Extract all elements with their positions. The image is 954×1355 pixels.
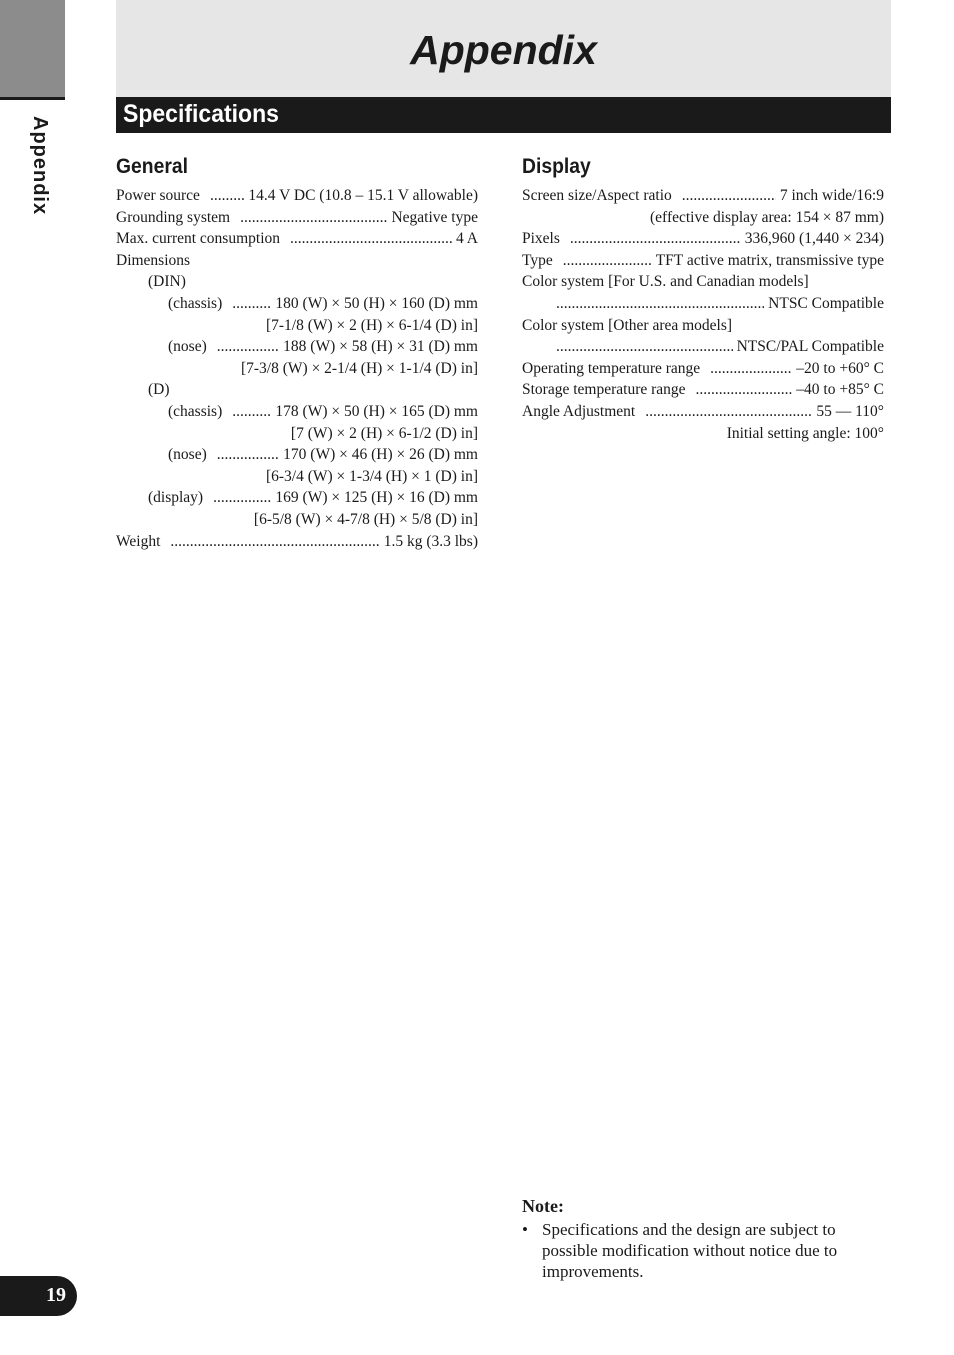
bullet-icon: • (522, 1220, 528, 1239)
spec-value: 336,960 (1,440 × 234) (744, 230, 884, 248)
spec-row-d-chassis (116, 401, 478, 423)
spec-label: Dimensions (116, 251, 191, 269)
spec-label: (chassis) (168, 294, 223, 312)
spec-label: Operating temperature range (522, 359, 701, 377)
spec-label: Angle Adjustment (522, 402, 636, 420)
spec-row-dimensions (116, 250, 478, 272)
leader-dots (217, 444, 279, 466)
spec-value: NTSC/PAL Compatible (736, 338, 884, 356)
note-block (522, 1196, 884, 1282)
spec-row-display (116, 487, 478, 509)
chapter-title: Appendix (410, 27, 597, 73)
spec-label: Grounding system (116, 208, 231, 226)
spec-row-current (116, 228, 478, 250)
spec-row-d (116, 379, 478, 401)
leader-dots (232, 401, 271, 423)
spec-sublabel: (D) (148, 381, 170, 399)
spec-row-display-in (116, 509, 478, 531)
spec-row-weight (116, 531, 478, 553)
leader-dots (563, 250, 652, 272)
spec-value-inches: [7 (W) × 2 (H) × 6-1/2 (D) in] (290, 424, 478, 442)
spec-note: Initial setting angle: 100° (726, 424, 884, 442)
spec-value: 169 (W) × 125 (H) × 16 (D) mm (275, 489, 478, 507)
note-title: Note: (522, 1196, 564, 1216)
spec-row-angle-note (522, 423, 884, 445)
spec-row-pixels (522, 228, 884, 250)
leader-dots (556, 293, 764, 315)
spec-value-inches: [7-1/8 (W) × 2 (H) × 6-1/4 (D) in] (265, 316, 478, 334)
spec-value: TFT active matrix, transmissive type (655, 251, 884, 269)
spec-value: 14.4 V DC (10.8 – 15.1 V allowable) (248, 187, 478, 204)
spec-row-op-temp (522, 358, 884, 380)
leader-dots (570, 228, 741, 250)
spec-note: (effective display area: 154 × 87 mm) (650, 208, 884, 226)
spec-row-din-chassis-in (116, 315, 478, 337)
general-heading: General (116, 155, 188, 178)
spec-value: –40 to +85° C (796, 381, 884, 399)
spec-row-power (116, 185, 478, 207)
spec-row-color-other (522, 315, 884, 337)
spec-row-angle (522, 401, 884, 423)
spec-label: Pixels (522, 230, 560, 248)
spec-row-type (522, 250, 884, 272)
spec-sublabel: (DIN) (148, 273, 186, 291)
general-specs-column (116, 155, 478, 552)
spec-label: Type (522, 251, 553, 269)
spec-label: Max. current consumption (116, 230, 281, 248)
chapter-banner (116, 0, 891, 97)
spec-value: NTSC Compatible (768, 294, 884, 312)
spec-row-din-nose (116, 336, 478, 358)
spec-row-din-chassis (116, 293, 478, 315)
spec-row-color-other-value (522, 336, 884, 358)
spec-label: Screen size/Aspect ratio (522, 187, 672, 204)
leader-dots (556, 336, 733, 358)
spec-row-grounding (116, 207, 478, 229)
spec-value: –20 to +60° C (796, 359, 884, 377)
note-text: Specifications and the design are subject to possible modification without notice due to improvements. (542, 1220, 838, 1281)
leader-dots (213, 487, 271, 509)
page-number: 19 (46, 1284, 66, 1306)
leader-dots (645, 401, 812, 423)
side-tab-block (0, 0, 65, 97)
spec-label: (nose) (168, 338, 207, 356)
spec-value: Negative type (391, 208, 478, 226)
spec-row-st-temp (522, 379, 884, 401)
spec-row-din-nose-in (116, 358, 478, 380)
spec-label: Storage temperature range (522, 381, 686, 399)
leader-dots (696, 379, 793, 401)
spec-row-color-us (522, 271, 884, 293)
spec-label: Color system [Other area models] (522, 316, 733, 334)
section-title: Specifications (123, 100, 279, 128)
spec-label: (nose) (168, 446, 207, 464)
spec-value: 180 (W) × 50 (H) × 160 (D) mm (275, 294, 478, 312)
spec-value-inches: [6-3/4 (W) × 1-3/4 (H) × 1 (D) in] (265, 467, 478, 485)
section-bar (116, 97, 891, 133)
spec-value: 1.5 kg (3.3 lbs) (383, 532, 478, 550)
spec-value: 55 — 110° (816, 402, 884, 420)
spec-value: 4 A (456, 230, 478, 248)
spec-row-din (116, 271, 478, 293)
leader-dots (170, 531, 379, 553)
spec-row-d-nose-in (116, 466, 478, 488)
spec-row-d-chassis-in (116, 423, 478, 445)
note-item (522, 1219, 884, 1282)
page-number-tab (0, 1276, 77, 1316)
leader-dots (217, 336, 279, 358)
leader-dots (210, 185, 244, 207)
spec-row-screen-note (522, 207, 884, 229)
side-tab-divider (0, 97, 65, 100)
spec-label: (chassis) (168, 402, 223, 420)
display-heading: Display (522, 155, 591, 178)
spec-row-screen (522, 185, 884, 207)
display-specs-column (522, 155, 884, 444)
leader-dots (240, 207, 387, 229)
spec-row-color-us-value (522, 293, 884, 315)
spec-value: 188 (W) × 58 (H) × 31 (D) mm (283, 338, 478, 356)
side-section-label: Appendix (29, 116, 51, 216)
spec-label: Color system [For U.S. and Canadian models] (522, 273, 809, 291)
spec-label: Weight (116, 532, 161, 550)
leader-dots (710, 358, 792, 380)
spec-value-inches: [6-5/8 (W) × 4-7/8 (H) × 5/8 (D) in] (253, 510, 478, 528)
spec-row-d-nose (116, 444, 478, 466)
leader-dots (290, 228, 452, 250)
spec-label: Power source (116, 187, 200, 204)
leader-dots (232, 293, 271, 315)
spec-value: 7 inch wide/16:9 (779, 187, 884, 204)
spec-value-inches: [7-3/8 (W) × 2-1/4 (H) × 1-1/4 (D) in] (240, 359, 478, 377)
spec-value: 178 (W) × 50 (H) × 165 (D) mm (275, 402, 478, 420)
spec-label: (display) (148, 489, 204, 507)
leader-dots (682, 185, 776, 207)
spec-value: 170 (W) × 46 (H) × 26 (D) mm (283, 446, 478, 464)
